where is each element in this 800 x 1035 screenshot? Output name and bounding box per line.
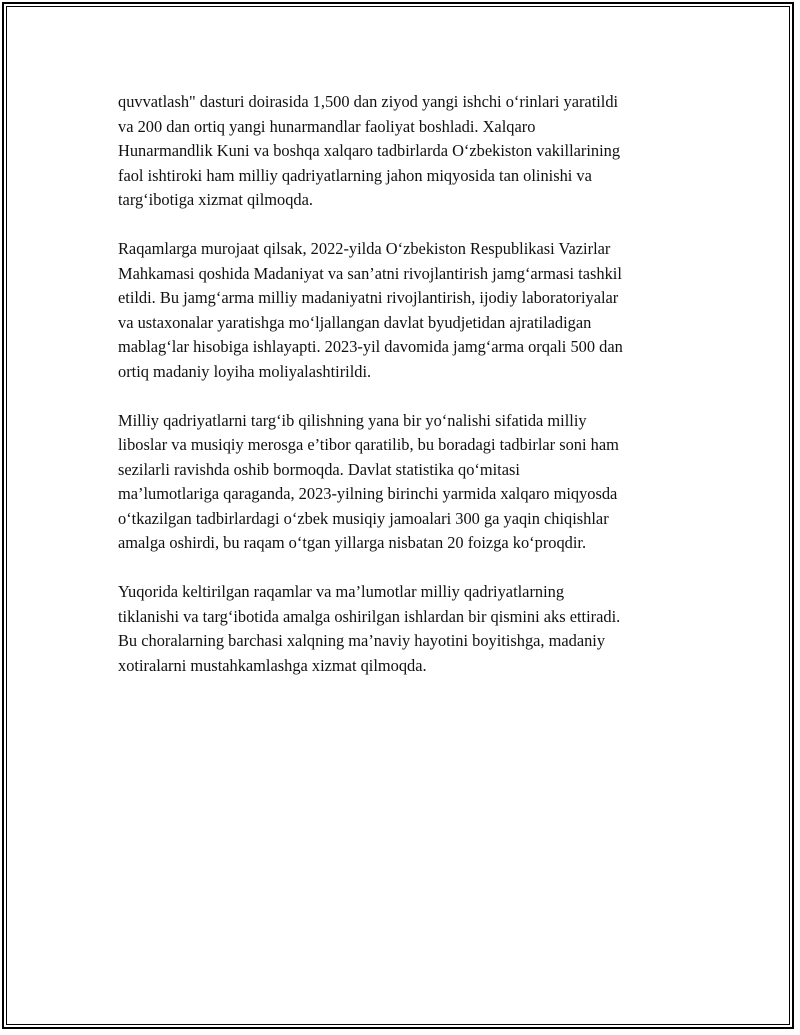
paragraph-line: amalga oshirdi, bu raqam o‘tgan yillarga nisbatan 20 foizga ko‘proqdir. xyxy=(118,533,587,552)
paragraph-line: sezilarli ravishda oshib bormoqda. Davlat statistika qo‘mitasi xyxy=(118,459,520,479)
paragraph-line: Bu choralarning barchasi xalqning ma’naviy hayotini boyitishga, madaniy xyxy=(118,631,606,650)
document-body xyxy=(118,90,692,703)
paragraph-line: Yuqorida keltirilgan raqamlar va ma’lumotlar milliy qadriyatlarning xyxy=(118,582,565,601)
paragraph-line: xotiralarni mustahkamlashga xizmat qilmoqda. xyxy=(118,655,427,675)
paragraph-line: o‘tkazilgan tadbirlardagi o‘zbek musiqiy jamoalari 300 ga yaqin chiqishlar xyxy=(118,508,609,528)
paragraph-3 xyxy=(118,409,692,556)
paragraph-2 xyxy=(118,237,692,384)
paragraph-line: liboslar va musiqiy merosga e’tibor qaratilib, bu boradagi tadbirlar soni ham xyxy=(118,435,619,454)
paragraph-1 xyxy=(118,90,692,213)
paragraph-4 xyxy=(118,580,692,678)
paragraph-line: ortiq madaniy loyiha moliyalashtirildi. xyxy=(118,361,372,381)
paragraph-line: tiklanishi va targ‘ibotida amalga oshirilgan ishlardan bir qismini aks ettiradi. xyxy=(118,606,621,626)
paragraph-line: Milliy qadriyatlarni targ‘ib qilishning yana bir yo‘nalishi sifatida milliy xyxy=(118,410,587,430)
paragraph-line: targ‘ibotiga xizmat qilmoqda. xyxy=(118,190,313,209)
paragraph-line: ma’lumotlariga qaraganda, 2023-yilning birinchi yarmida xalqaro miqyosda xyxy=(118,484,618,503)
paragraph-line: faol ishtiroki ham milliy qadriyatlarning jahon miqyosida tan olinishi va xyxy=(118,165,592,185)
paragraph-line: quvvatlash" dasturi doirasida 1,500 dan ziyod yangi ishchi o‘rinlari yaratildi xyxy=(118,92,619,111)
paragraph-line: Raqamlarga murojaat qilsak, 2022-yilda O‘zbekiston Respublikasi Vazirlar xyxy=(118,239,611,258)
paragraph-line: Mahkamasi qoshida Madaniyat va san’atni rivojlantirish jamg‘armasi tashkil xyxy=(118,263,622,283)
paragraph-line: va 200 dan ortiq yangi hunarmandlar faoliyat boshladi. Xalqaro xyxy=(118,116,536,136)
paragraph-line: mablag‘lar hisobiga ishlayapti. 2023-yil davomida jamg‘arma orqali 500 dan xyxy=(118,337,623,356)
paragraph-line: va ustaxonalar yaratishga mo‘ljallangan davlat byudjetidan ajratiladigan xyxy=(118,312,592,332)
paragraph-line: Hunarmandlik Kuni va boshqa xalqaro tadbirlarda O‘zbekiston vakillarining xyxy=(118,141,621,160)
paragraph-line: etildi. Bu jamg‘arma milliy madaniyatni rivojlantirish, ijodiy laboratoriyalar xyxy=(118,288,619,307)
